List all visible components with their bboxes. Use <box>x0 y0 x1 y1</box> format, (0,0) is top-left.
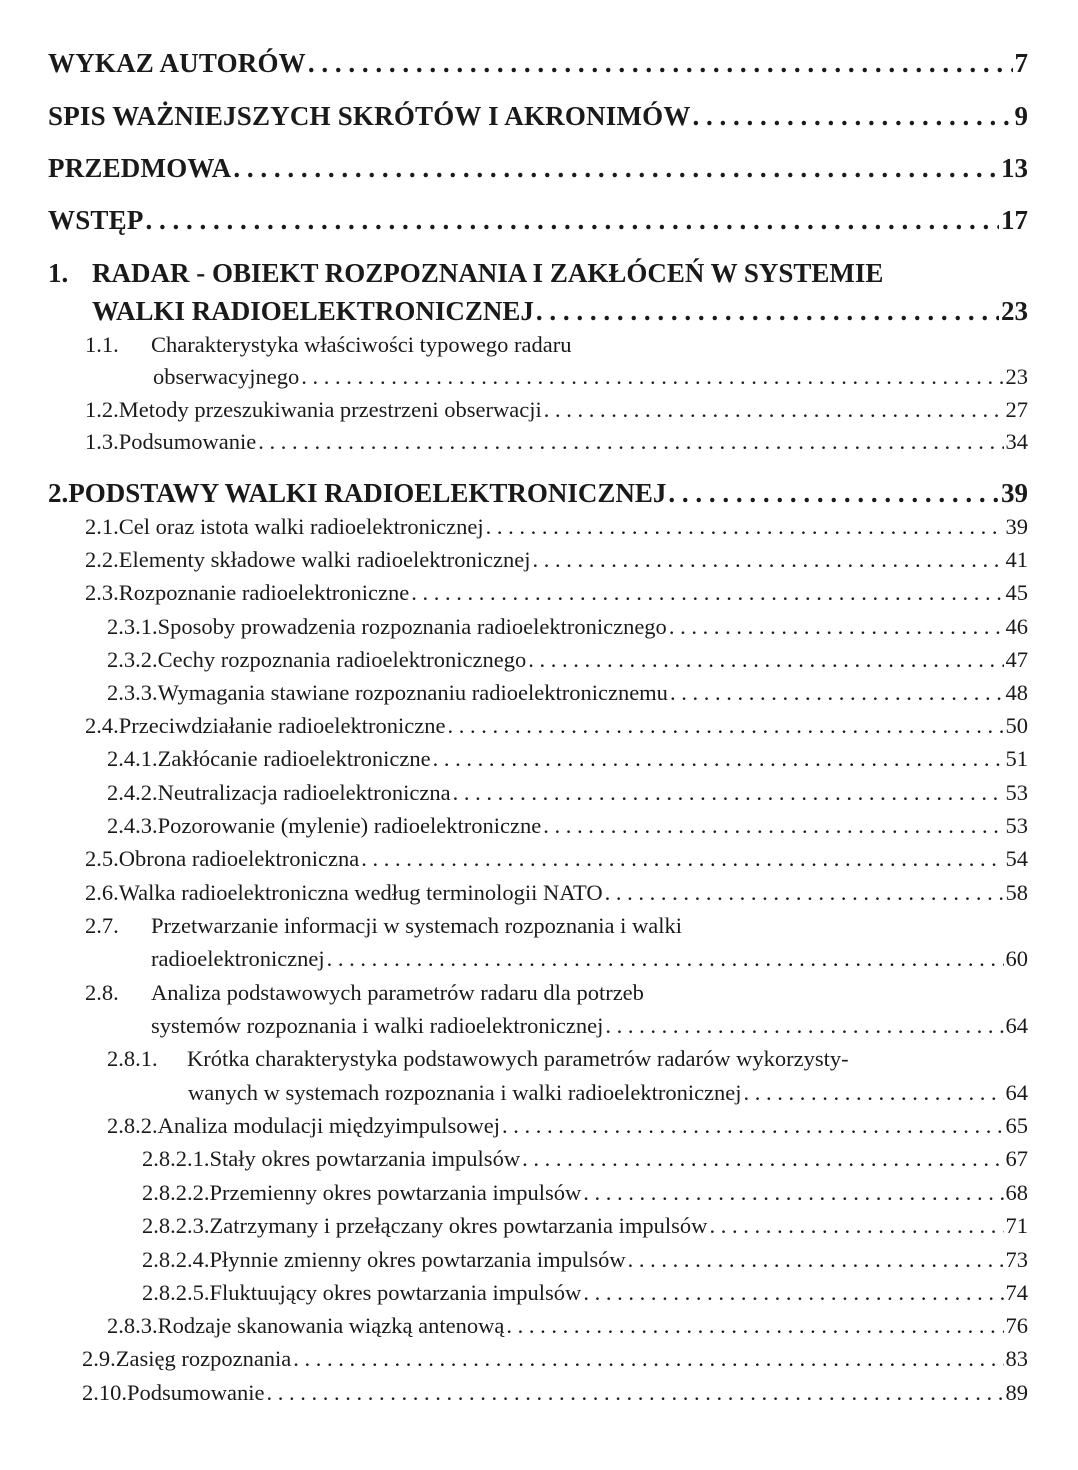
entry-title: PRZEDMOWA <box>48 153 232 183</box>
leader-dots <box>605 880 1004 906</box>
page-number: 50 <box>1005 713 1028 738</box>
page-number: 54 <box>1005 846 1028 871</box>
toc-section-2-8-line1[interactable] <box>85 980 1028 1006</box>
toc-section-2-2[interactable] <box>85 547 1028 573</box>
page-number: 74 <box>1005 1280 1028 1305</box>
page-number: 39 <box>1005 514 1028 539</box>
leader-dots <box>361 846 1003 872</box>
leader-dots <box>506 1313 1003 1339</box>
toc-subsubsection-2-8-2-3[interactable] <box>142 1213 1028 1239</box>
toc-subsection-2-3-2[interactable] <box>107 647 1028 673</box>
section-title-continued: radioelektronicznej <box>151 946 325 971</box>
section-title: Rozpoznanie radioelektroniczne <box>118 580 410 605</box>
leader-dots <box>447 713 1003 739</box>
section-number: 2.9. <box>82 1346 116 1371</box>
page-number: 13 <box>1001 153 1028 183</box>
page-number: 64 <box>1005 1013 1028 1038</box>
section-number: 2.4.2. <box>107 780 158 805</box>
toc-subsection-2-3-3[interactable] <box>107 680 1028 706</box>
section-title: Wymagania stawiane rozpoznaniu radioelektronicznemu <box>157 680 668 705</box>
section-number: 2.5. <box>85 846 119 871</box>
section-number: 2.1. <box>85 514 119 539</box>
page-number: 27 <box>1005 397 1028 422</box>
section-title: Walka radioelektroniczna według terminologii NATO <box>118 880 603 905</box>
page-number: 41 <box>1005 547 1028 572</box>
leader-dots <box>605 1013 1003 1039</box>
toc-section-2-7-line1[interactable] <box>85 913 1028 939</box>
leader-dots <box>536 296 999 327</box>
leader-dots <box>744 1080 1004 1106</box>
page-number: 73 <box>1005 1247 1028 1272</box>
section-number: 2.3.3. <box>107 680 158 705</box>
toc-section-2-8-line2[interactable] <box>151 1013 1028 1039</box>
toc-section-1-3[interactable] <box>85 429 1028 455</box>
leader-dots <box>693 101 1013 132</box>
leader-dots <box>301 364 1003 390</box>
section-number: 2.4.3. <box>107 813 158 838</box>
section-title: Cechy rozpoznania radioelektronicznego <box>157 647 527 672</box>
leader-dots <box>308 48 1013 79</box>
toc-chapter-2[interactable] <box>48 478 1028 509</box>
section-title: Podsumowanie <box>127 1380 265 1405</box>
entry-title: SPIS WAŻNIEJSZYCH SKRÓTÓW I AKRONIMÓW <box>48 101 691 131</box>
section-number: 2.8.2.3. <box>142 1213 210 1238</box>
section-title-continued: systemów rozpoznania i walki radioelektronicznej <box>151 1013 604 1038</box>
page-number: 23 <box>1005 364 1028 389</box>
toc-section-1-1-line1[interactable] <box>85 332 1028 358</box>
section-number: 2.3.2. <box>107 647 158 672</box>
section-title: Fluktuujący okres powtarzania impulsów <box>209 1280 582 1305</box>
leader-dots <box>293 1346 1003 1372</box>
leader-dots <box>668 478 999 509</box>
section-title: Charakterystyka właściwości typowego radaru <box>151 332 572 357</box>
toc-chapter-1-line1[interactable] <box>48 258 1028 289</box>
section-number: 2.2. <box>85 547 119 572</box>
leader-dots <box>327 946 1004 972</box>
leader-dots <box>532 547 1003 573</box>
leader-dots <box>670 680 1004 706</box>
section-number: 2.10. <box>82 1380 127 1405</box>
section-title: Cel oraz istota walki radioelektronicznej <box>118 514 484 539</box>
section-number: 2.4.1. <box>107 746 158 771</box>
page-number: 48 <box>1005 680 1028 705</box>
section-number: 2.6. <box>85 880 119 905</box>
page-number: 60 <box>1005 946 1028 971</box>
entry-title: WSTĘP <box>48 205 144 235</box>
page-number: 34 <box>1005 429 1028 454</box>
toc-subsection-2-4-3[interactable] <box>107 813 1028 839</box>
leader-dots <box>267 1380 1004 1406</box>
section-number: 2.8.2.4. <box>142 1247 210 1272</box>
leader-dots <box>522 1146 1003 1172</box>
page-number: 71 <box>1005 1213 1028 1238</box>
section-title: Przeciwdziałanie radioelektroniczne <box>118 713 446 738</box>
leader-dots <box>411 580 1003 606</box>
chapter-number: 2. <box>48 478 69 508</box>
toc-subsection-2-8-1-line1[interactable] <box>107 1046 1028 1072</box>
section-number: 2.8.2. <box>107 1113 158 1138</box>
page-number: 45 <box>1005 580 1028 605</box>
section-title: Neutralizacja radioelektroniczna <box>157 780 451 805</box>
toc-subsection-2-4-1[interactable] <box>107 746 1028 772</box>
section-title: Krótka charakterystyka podstawowych parametrów radarów wykorzysty- <box>187 1046 849 1071</box>
leader-dots <box>233 153 999 184</box>
toc-section-1-2[interactable] <box>85 397 1028 423</box>
toc-subsection-2-4-2[interactable] <box>107 780 1028 806</box>
page-number: 67 <box>1005 1146 1028 1171</box>
page-number: 89 <box>1005 1380 1028 1405</box>
toc-entry-preface[interactable] <box>48 153 1028 184</box>
page-number: 39 <box>1001 478 1028 508</box>
toc-section-2-4[interactable] <box>85 713 1028 739</box>
section-title: Elementy składowe walki radioelektronicznej <box>118 547 531 572</box>
leader-dots <box>669 614 1004 640</box>
leader-dots <box>543 813 1003 839</box>
section-title: Przetwarzanie informacji w systemach rozpoznania i walki <box>151 913 683 938</box>
section-title: Analiza podstawowych parametrów radaru dla potrzeb <box>151 980 644 1005</box>
section-number: 2.7. <box>85 913 119 938</box>
toc-section-2-9[interactable] <box>82 1346 1028 1372</box>
page-number: 83 <box>1005 1346 1028 1371</box>
leader-dots <box>486 514 1004 540</box>
toc-entry-authors[interactable] <box>48 48 1028 79</box>
entry-title: WYKAZ AUTORÓW <box>48 48 306 78</box>
section-title: Stały okres powtarzania impulsów <box>209 1146 521 1171</box>
section-number: 1.2. <box>85 397 119 422</box>
toc-entry-introduction[interactable] <box>48 205 1028 236</box>
leader-dots <box>433 746 1004 772</box>
section-number: 1.3. <box>85 429 119 454</box>
toc-section-2-3[interactable] <box>85 580 1028 606</box>
chapter-title: PODSTAWY WALKI RADIOELEKTRONICZNEJ <box>68 478 667 508</box>
toc-subsubsection-2-8-2-4[interactable] <box>142 1247 1028 1273</box>
section-number: 2.8. <box>85 980 119 1005</box>
page-number: 58 <box>1005 880 1028 905</box>
toc-subsection-2-8-1-line2[interactable] <box>188 1080 1028 1106</box>
toc-subsubsection-2-8-2-5[interactable] <box>142 1280 1028 1306</box>
section-number: 2.4. <box>85 713 119 738</box>
section-number: 2.8.2.5. <box>142 1280 210 1305</box>
leader-dots <box>146 205 999 236</box>
page-number: 9 <box>1014 101 1028 131</box>
section-title: Zakłócanie radioelektroniczne <box>157 746 431 771</box>
toc-subsection-2-8-2[interactable] <box>107 1113 1028 1139</box>
page-number: 51 <box>1005 746 1028 771</box>
chapter-title: RADAR - OBIEKT ROZPOZNANIA I ZAKŁÓCEŃ W SYSTEMIE <box>92 258 884 288</box>
toc-subsection-2-8-3[interactable] <box>107 1313 1028 1339</box>
leader-dots <box>258 429 1003 455</box>
leader-dots <box>709 1213 1003 1239</box>
section-title: Obrona radioelektroniczna <box>118 846 360 871</box>
section-title: Rodzaje skanowania wiązką antenową <box>157 1313 505 1338</box>
page-number: 46 <box>1005 614 1028 639</box>
section-number: 2.8.2.2. <box>142 1180 210 1205</box>
toc-section-2-6[interactable] <box>85 880 1028 906</box>
section-title: Zasięg rozpoznania <box>115 1346 292 1371</box>
section-number: 2.8.1. <box>107 1046 158 1071</box>
page-number: 64 <box>1005 1080 1028 1105</box>
leader-dots <box>528 647 1003 673</box>
section-title: Analiza modulacji międzyimpulsowej <box>157 1113 501 1138</box>
section-title: Pozorowanie (mylenie) radioelektroniczne <box>157 813 542 838</box>
section-title-continued: obserwacyjnego <box>153 364 300 389</box>
section-number: 2.3.1. <box>107 614 158 639</box>
page-number: 53 <box>1005 813 1028 838</box>
section-number: 2.8.2.1. <box>142 1146 210 1171</box>
chapter-number: 1. <box>48 258 69 288</box>
page-number: 47 <box>1005 647 1028 672</box>
toc-subsubsection-2-8-2-1[interactable] <box>142 1146 1028 1172</box>
toc-chapter-1-line2[interactable] <box>92 296 1028 327</box>
leader-dots <box>583 1180 1003 1206</box>
toc-section-2-1[interactable] <box>85 514 1028 540</box>
toc-section-1-1-line2[interactable] <box>153 364 1028 390</box>
page-number: 65 <box>1005 1113 1028 1138</box>
toc-section-2-5[interactable] <box>85 846 1028 872</box>
leader-dots <box>502 1113 1003 1139</box>
toc-subsection-2-3-1[interactable] <box>107 614 1028 640</box>
leader-dots <box>628 1247 1004 1273</box>
leader-dots <box>544 397 1004 423</box>
leader-dots <box>453 780 1004 806</box>
page-number: 23 <box>1001 296 1028 326</box>
section-title: Podsumowanie <box>118 429 257 454</box>
section-title: Metody przeszukiwania przestrzeni obserwacji <box>118 397 542 422</box>
section-number: 2.3. <box>85 580 119 605</box>
toc-entry-abbreviations[interactable] <box>48 101 1028 132</box>
page-number: 68 <box>1005 1180 1028 1205</box>
section-title-continued: wanych w systemach rozpoznania i walki radioelektronicznej <box>188 1080 742 1105</box>
page-number: 76 <box>1005 1313 1028 1338</box>
section-number: 1.1. <box>85 332 119 357</box>
toc-section-2-10[interactable] <box>82 1380 1028 1406</box>
section-number: 2.8.3. <box>107 1313 158 1338</box>
section-title: Płynnie zmienny okres powtarzania impulsów <box>209 1247 626 1272</box>
section-title: Sposoby prowadzenia rozpoznania radioelektronicznego <box>157 614 667 639</box>
page-number: 17 <box>1001 205 1028 235</box>
chapter-title-continued: WALKI RADIOELEKTRONICZNEJ <box>92 296 534 326</box>
page-number: 7 <box>1014 48 1028 78</box>
section-title: Przemienny okres powtarzania impulsów <box>209 1180 582 1205</box>
toc-section-2-7-line2[interactable] <box>151 946 1028 972</box>
leader-dots <box>583 1280 1003 1306</box>
page-number: 53 <box>1005 780 1028 805</box>
toc-subsubsection-2-8-2-2[interactable] <box>142 1180 1028 1206</box>
section-title: Zatrzymany i przełączany okres powtarzania impulsów <box>209 1213 708 1238</box>
